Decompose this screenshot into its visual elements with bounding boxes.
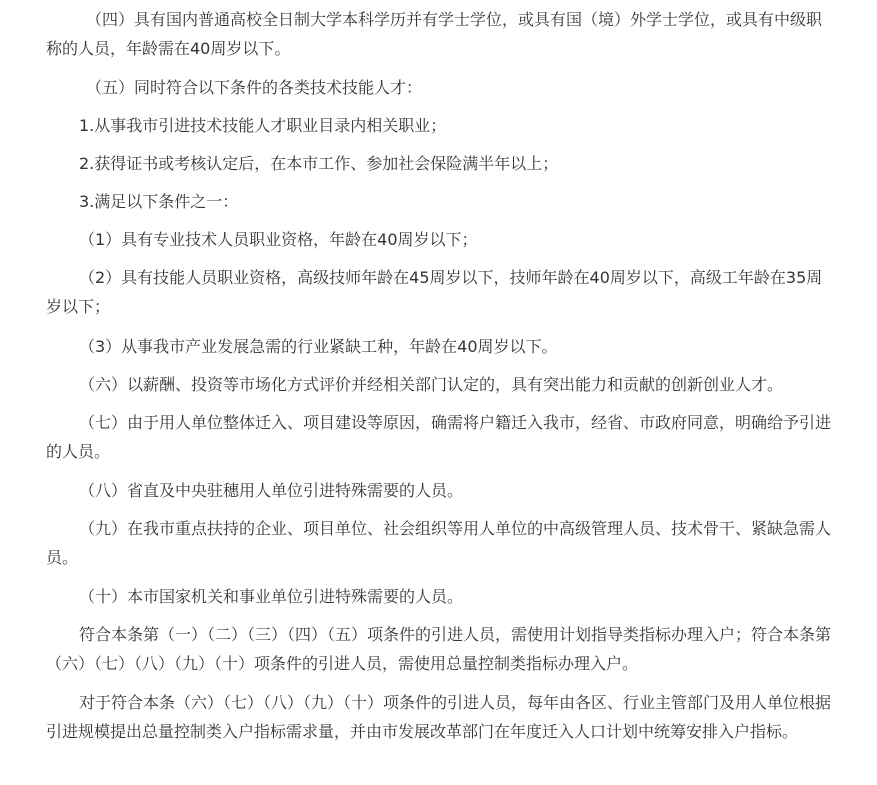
paragraph-10: （十）本市国家机关和事业单位引进特殊需要的人员。 — [79, 587, 464, 606]
paragraph-5: （五）同时符合以下条件的各类技术技能人才： — [86, 78, 423, 97]
paragraph-5-item-1: 1.从事我市引进技术技能人才职业目录内相关职业； — [79, 116, 447, 135]
paragraph-5-item-3-sub-1: （1）具有专业技术人员职业资格，年龄在40周岁以下； — [79, 230, 478, 249]
paragraph-summary-2: 对于符合本条（六）（七）（八）（九）（十）项条件的引进人员，每年由各区、行业主管部门及用人单位根据引进规模提出总量控制类入户指标需求量，并由市发展改革部门在年度迁入人口计划中统筹安排入户指标。 — [46, 693, 832, 741]
paragraph-5-item-3-sub-3: （3）从事我市产业发展急需的行业紧缺工种，年龄在40周岁以下。 — [79, 337, 558, 356]
paragraph-6: （六）以薪酬、投资等市场化方式评价并经相关部门认定的，具有突出能力和贡献的创新创业人才。 — [79, 375, 784, 394]
paragraph-5-item-2: 2.获得证书或考核认定后，在本市工作、参加社会保险满半年以上； — [79, 154, 559, 173]
paragraph-5-item-3-sub-2: （2）具有技能人员职业资格，高级技师年龄在45周岁以下，技师年龄在40周岁以下，高级工年龄在35周岁以下； — [46, 268, 823, 316]
paragraph-7: （七）由于用人单位整体迁入、项目建设等原因，确需将户籍迁入我市，经省、市政府同意，明确给予引进的人员。 — [46, 413, 832, 461]
paragraph-5-item-3: 3.满足以下条件之一： — [79, 192, 239, 211]
paragraph-9: （九）在我市重点扶持的企业、项目单位、社会组织等用人单位的中高级管理人员、技术骨干、紧缺急需人员。 — [46, 519, 832, 567]
paragraph-8: （八）省直及中央驻穗用人单位引进特殊需要的人员。 — [79, 481, 464, 500]
paragraph-4: （四）具有国内普通高校全日制大学本科学历并有学士学位，或具有国（境）外学士学位，或具有中级职称的人员，年龄需在40周岁以下。 — [46, 10, 823, 58]
paragraph-summary-1: 符合本条第（一）（二）（三）（四）（五）项条件的引进人员，需使用计划指导类指标办理入户；符合本条第（六）（七）（八）（九）（十）项条件的引进人员，需使用总量控制类指标办理入户。 — [46, 625, 832, 673]
